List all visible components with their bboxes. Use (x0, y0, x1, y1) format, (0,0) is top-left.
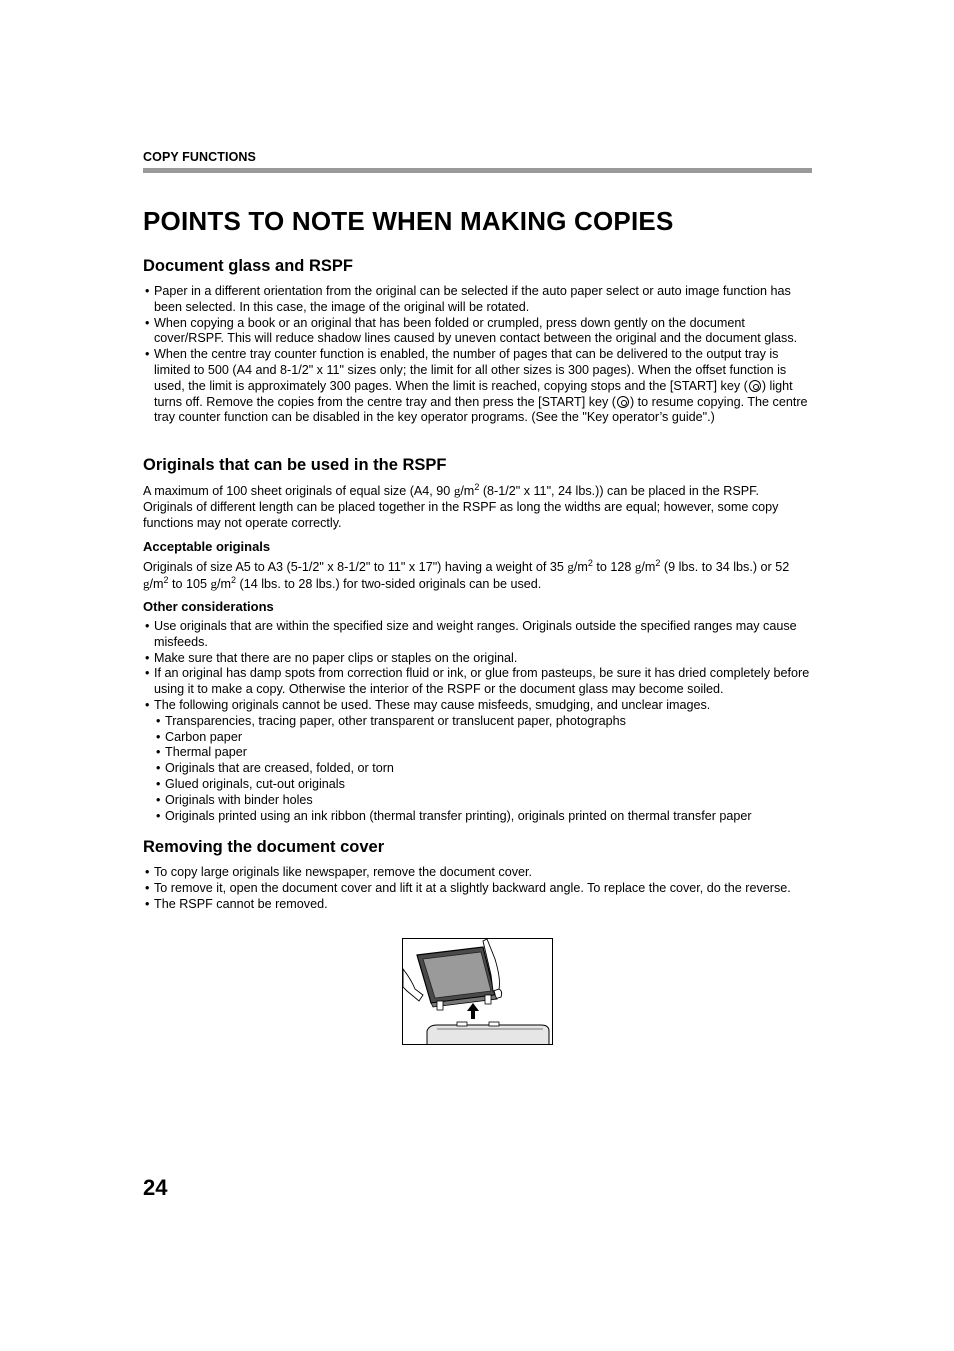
list-item: • Thermal paper (154, 745, 811, 761)
glass-bullet-list (143, 284, 811, 426)
document-cover-illustration (402, 938, 553, 1045)
list-item: • Use originals that are within the specified size and weight ranges. Originals outside the specified ranges may cause misfeeds. (143, 619, 811, 651)
acceptable-paragraph: Originals of size A5 to A3 (5-1/2" x 8-1/2" to 11" x 17") having a weight of 35 $g/m^2$ to 128 $g/m^2$ (9 lbs. to 34 lbs.) or 52 $g/m^2$ to 105 $g/m^2$ (14 lbs. to 28 lbs.) for two-sided originals can be used. (143, 557, 790, 591)
cover-removal-drawing (403, 939, 552, 1044)
cover-bullet-list (143, 865, 811, 912)
list-item: • Carbon paper (154, 730, 811, 746)
originals-paragraph: A maximum of 100 sheet originals of equal size (A4, 90 $g/m^2$ (8-1/2" x 11", 24 lbs.)) can be placed in the RSPF. Originals of different length can be placed together in the RSPF as long the widths are equal; however, some copy functions may not operate correctly. (143, 481, 779, 530)
list-item: • When the centre tray counter function is enabled, the number of pages that can be delivered to the output tray is limited to 500 (A4 and 8-1/2" x 11" sizes only; the limit for all other sizes is 300 pages). When the offset function is used, the limit is approximately 300 pages. When the limit is reached, copying stops and the [START] key ( ) light turns off. Remove the copies from the centre tray and then press the [START] key ( ) to resume copying. The centre tray counter function can be disabled in the key operator programs. (See the "Key operator’s guide".) (143, 347, 811, 426)
heading-document-glass: Document glass and RSPF (143, 257, 353, 275)
list-item: • Originals that are creased, folded, or torn (154, 761, 811, 777)
header-rule (143, 168, 812, 173)
list-item: • Originals with binder holes (154, 793, 811, 809)
heading-other-considerations: Other considerations (143, 599, 274, 614)
list-item: • To copy large originals like newspaper, remove the document cover. (143, 865, 811, 881)
heading-acceptable-originals: Acceptable originals (143, 539, 271, 554)
page-number: 24 (143, 1175, 168, 1200)
unusable-originals-list (154, 714, 811, 825)
list-item: • The following originals cannot be used. These may cause misfeeds, smudging, and unclear images. • Transparencies, tracing paper, other transparent or translucent paper, photographs • Carbon paper • Thermal paper • Originals that are creased, folded, or torn • Glued originals, cut-out originals • Originals with binder holes • Originals printed using an ink ribbon (thermal transfer printing), originals printed on thermal transfer paper (143, 698, 811, 824)
list-item: • Transparencies, tracing paper, other transparent or translucent paper, photographs (154, 714, 811, 730)
list-item: • To remove it, open the document cover and lift it at a slightly backward angle. To replace the cover, do the reverse. (143, 881, 811, 897)
list-item: • When copying a book or an original that has been folded or crumpled, press down gently on the document cover/RSPF. This will reduce shadow lines caused by uneven contact between the original and the document glass. (143, 316, 811, 348)
list-item: • Paper in a different orientation from the original can be selected if the auto paper select or auto image function has been selected. In this case, the image of the original will be rotated. (143, 284, 811, 316)
start-key-icon (617, 396, 629, 408)
start-key-icon (749, 380, 761, 392)
list-item: • Originals printed using an ink ribbon (thermal transfer printing), originals printed on thermal transfer paper (154, 809, 811, 825)
list-item: • Make sure that there are no paper clips or staples on the original. (143, 651, 811, 667)
list-item: • Glued originals, cut-out originals (154, 777, 811, 793)
list-item: • If an original has damp spots from correction fluid or ink, or glue from pasteups, be sure it has dried completely before using it to make a copy. Otherwise the interior of the RSPF or the document glass may become soiled. (143, 666, 811, 698)
list-item: • The RSPF cannot be removed. (143, 897, 811, 913)
heading-originals-rspf: Originals that can be used in the RSPF (143, 456, 447, 474)
page-title: POINTS TO NOTE WHEN MAKING COPIES (143, 206, 674, 236)
section-label: COPY FUNCTIONS (143, 150, 256, 164)
considerations-bullet-list (143, 619, 811, 824)
heading-removing-cover: Removing the document cover (143, 838, 385, 856)
